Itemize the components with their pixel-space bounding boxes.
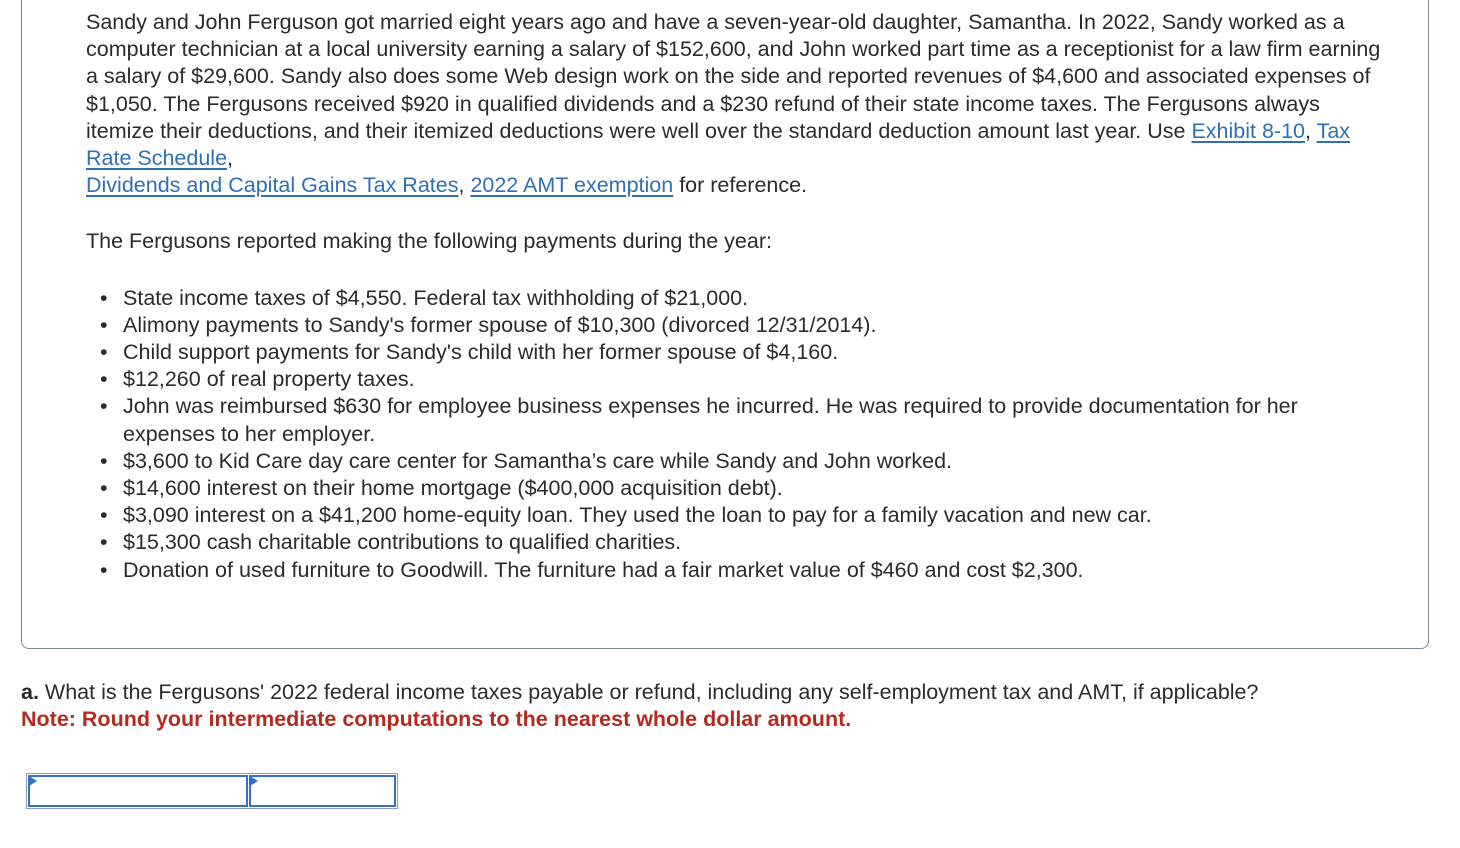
answer-table (26, 773, 398, 809)
list-item: • $3,090 interest on a $41,200 home-equity loan. They used the loan to pay for a family vacation and new car. (123, 502, 1386, 529)
question-label: a. (21, 680, 39, 704)
problem-content (86, 9, 1386, 584)
list-item: • Child support payments for Sandy's child with her former spouse of $4,160. (123, 339, 1386, 366)
link-dividends-capital-gains-rates[interactable]: Dividends and Capital Gains Tax Rates (86, 173, 459, 198)
list-item: • Alimony payments to Sandy's former spouse of $10,300 (divorced 12/31/2014). (123, 312, 1386, 339)
rounding-note: Note: Round your intermediate computations to the nearest whole dollar amount. (21, 707, 852, 732)
list-item: • $14,600 interest on their home mortgage ($400,000 acquisition debt). (123, 475, 1386, 502)
dropdown-flag-icon (29, 776, 37, 786)
question-block (21, 679, 1441, 733)
payments-lead: The Fergusons reported making the following payments during the year: (86, 229, 772, 254)
answer-input-label[interactable] (28, 775, 248, 807)
problem-intro (86, 9, 1386, 199)
link-tax-rate-schedule[interactable]: Tax Rate Schedule (86, 118, 1351, 171)
list-item: • $15,300 cash charitable contributions to qualified charities. (123, 529, 1386, 556)
link-exhibit-8-10[interactable]: Exhibit 8-10 (1191, 118, 1306, 143)
list-item: • $12,260 of real property taxes. (123, 366, 1386, 393)
question-body: What is the Fergusons' 2022 federal income taxes payable or refund, including any self-employment tax and AMT, if applicable? (38, 680, 1259, 704)
question-text (21, 679, 1441, 706)
link-separator: , (1305, 118, 1317, 143)
problem-panel (21, 0, 1429, 649)
intro-text: Sandy and John Ferguson got married eight years ago and have a seven-year-old daughter, Samantha. In 2022, Sandy worked as a computer technician at a local university earning a salary of $152,600, and John worked part time as a receptionist for a law firm earning a salary of $29,600. Sandy also does some Web design work on the side and reported revenues of $4,600 and associated expenses of $1,050. The Fergusons received $920 in qualified dividends and a $230 refund of their state income taxes. The Fergusons always itemize their deductions, and their itemized deductions were well over the standard deduction amount last year. Use (86, 10, 1381, 143)
dropdown-flag-icon (250, 776, 258, 786)
list-item: • $3,600 to Kid Care day care center for Samantha’s care while Sandy and John worked. (123, 448, 1386, 475)
list-item: • John was reimbursed $630 for employee business expenses he incurred. He was required to provide documentation for her expenses to her employer. (123, 393, 1386, 447)
intro-text-end: for reference. (673, 173, 808, 198)
payments-list (86, 285, 1386, 584)
link-separator: , (227, 146, 234, 171)
link-2022-amt-exemption[interactable]: 2022 AMT exemption (470, 173, 674, 198)
answer-input-amount[interactable] (249, 775, 396, 807)
list-item: • State income taxes of $4,550. Federal tax withholding of $21,000. (123, 285, 1386, 312)
list-item: • Donation of used furniture to Goodwill. The furniture had a fair market value of $460 and cost $2,300. (123, 557, 1386, 584)
link-separator: , (458, 173, 471, 198)
